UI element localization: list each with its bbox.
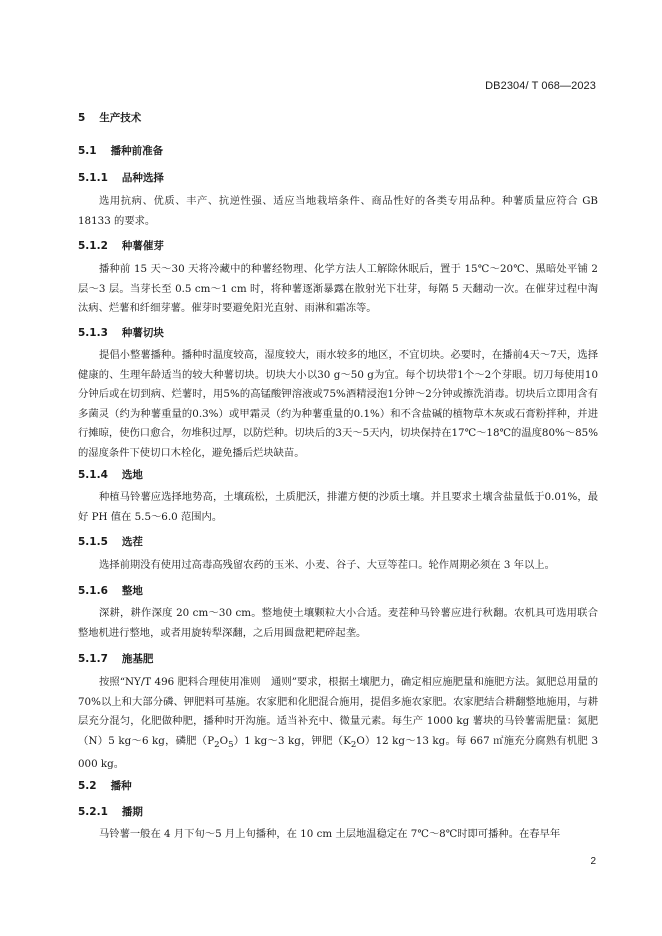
heading-number: 5.1.4 [78,469,108,481]
heading-title: 生产技术 [99,112,142,124]
heading-5-1-3 [78,325,164,340]
heading-5-1-7 [78,651,153,666]
fertilizer-text-part-3: O）12 kg～13 kg。每 667 ㎡施充分腐熟有机肥 3 000 kg。 [78,734,598,771]
heading-title: 选地 [121,469,143,481]
heading-title: 种薯切块 [121,327,164,339]
doc-code: DB2304/ T 068—2023 [485,80,596,92]
heading-number: 5.1.3 [78,327,108,339]
heading-5 [78,110,141,125]
page-number: 2 [590,856,596,867]
heading-5-1-4 [78,467,143,482]
paragraph-variety-selection: 选用抗病、优质、丰产、抗逆性强、适应当地栽培条件、商品性好的各类专用品种。种薯质量应符合 GB 18133 的要求。 [78,195,598,227]
subscript: 5 [228,739,234,750]
heading-number: 5.1.5 [78,536,108,548]
heading-5-1 [78,143,163,158]
heading-number: 5.1.2 [78,240,108,252]
heading-number: 5.1.6 [78,585,108,597]
heading-5-1-2 [78,238,164,253]
fertilizer-text-part-2: ）1 kg～3 kg，钾肥（K [233,734,351,747]
heading-title: 选茬 [121,536,143,548]
heading-title: 播种 [110,780,132,792]
heading-number: 5 [78,112,86,124]
heading-5-1-1 [78,170,164,185]
heading-number: 5.2.1 [78,806,108,818]
subscript: 2 [350,739,357,750]
heading-5-1-6 [78,583,143,598]
paragraph-land-preparation: 深耕，耕作深度 20 cm～30 cm。整地使土壤颗粒大小合适。麦茬种马铃薯应进行秋翻。农机具可选用联合整地机进行整地，或者用旋转犁深翻，之后用圆盘耙耙碎起垄。 [78,607,598,639]
heading-title: 整地 [121,585,143,597]
paragraph-base-fertilizer: 按照“NY/T 496 肥料合理使用准则 通则”要求，根据土壤肥力，确定相应施肥量和施肥方法。氮肥总用量的 70%以上和大部分磷、钾肥料可基施。农家肥和化肥混合施用，提倡多施农家肥。农家肥结合耕翻整地施用，与耕层充分混匀，化肥做种肥，播种时开沟施。适当补充中、微量元素。每生产 1000 kg 薯块的马铃薯需肥量：氮肥（N）5 kg～6 kg，磷肥$(P_2O_5)1$ kg～3 kg，钾肥$(K_2O)12$ kg～13 kg。每 667 ㎡施充分腐熟有机肥 3 000 kg。 [78,676,598,771]
fertilizer-text-part-1: 按照“NY/T 496 肥料合理使用准则 通则”要求，根据土壤肥力，确定相应施肥量和施肥方法。氮肥总用量的 70%以上和大部分磷、钾肥料可基施。农家肥和化肥混合施用，提倡多施农家肥。农家肥结合耕翻整地施用，与耕层充分混匀，化肥做种肥，播种时开沟施。适当补充中、微量元素。每生产 1000 kg 薯块的马铃薯需肥量：氮肥（N）5 kg～6 kg，磷肥（P [78,676,598,747]
heading-title: 种薯催芽 [121,240,164,252]
heading-number: 5.1.7 [78,653,108,665]
heading-5-2-1 [78,804,143,819]
heading-title: 播期 [121,806,143,818]
heading-number: 5.1.1 [78,172,108,184]
heading-number: 5.2 [78,780,97,792]
paragraph-seed-cutting: 提倡小整薯播种。播种时温度较高，湿度较大，雨水较多的地区，不宜切块。必要时，在播前4天～7天，选择健康的、生理年龄适当的较大种薯切块。切块大小以30 g～50 g为宜。每个切块带1个～2个芽眼。切刀每使用10分钟后或在切到病、烂薯时，用5%的高锰酸钾溶液或75%酒精浸泡1分钟～2分钟或擦洗消毒。切块后立即用含有多菌灵（约为种薯重量的0.3%）或甲霜灵（约为种薯重量的0.1%）和不含盐碱的植物草木灰或石膏粉拌种，并进行摊晾，使伤口愈合，勿堆积过厚，以防烂种。切块后的3天～5天内，切块保持在17℃～18℃的温度80%～85%的湿度条件下使切口木栓化，避免播后烂块缺苗。 [78,349,598,459]
heading-title: 品种选择 [121,172,164,184]
subscript: 2 [214,739,220,750]
heading-title: 播种前准备 [110,145,164,157]
heading-number: 5.1 [78,145,97,157]
paragraph-site-selection: 种植马铃薯应选择地势高，土壤疏松，土质肥沃，排灌方便的沙质土壤。并且要求土壤含盐量低于0.01%，最好 PH 值在 5.5～6.0 范围内。 [78,491,598,523]
paragraph-sowing-period: 马铃薯一般在 4 月下旬～5 月上旬播种，在 10 cm 土层地温稳定在 7℃～8℃时即可播种。在春早年 [99,828,561,840]
paragraph-seed-sprouting: 播种前 15 天～30 天将冷藏中的种薯经物理、化学方法人工解除休眠后，置于 15℃～20℃、黑暗处平铺 2 层～3 层。当芽长至 0.5 cm～1 cm 时，将种薯逐渐暴露在散射光下壮芽，每隔 5 天翻动一次。在催芽过程中淘汰病、烂薯和纤细芽薯。催芽时要避免阳光直射、雨淋和霜冻等。 [78,263,598,314]
heading-title: 施基肥 [121,653,154,665]
heading-5-2 [78,778,132,793]
paragraph-stubble-selection: 选择前期没有使用过高毒高残留农药的玉米、小麦、谷子、大豆等茬口。轮作周期必须在 3 年以上。 [99,559,555,571]
heading-5-1-5 [78,534,143,549]
